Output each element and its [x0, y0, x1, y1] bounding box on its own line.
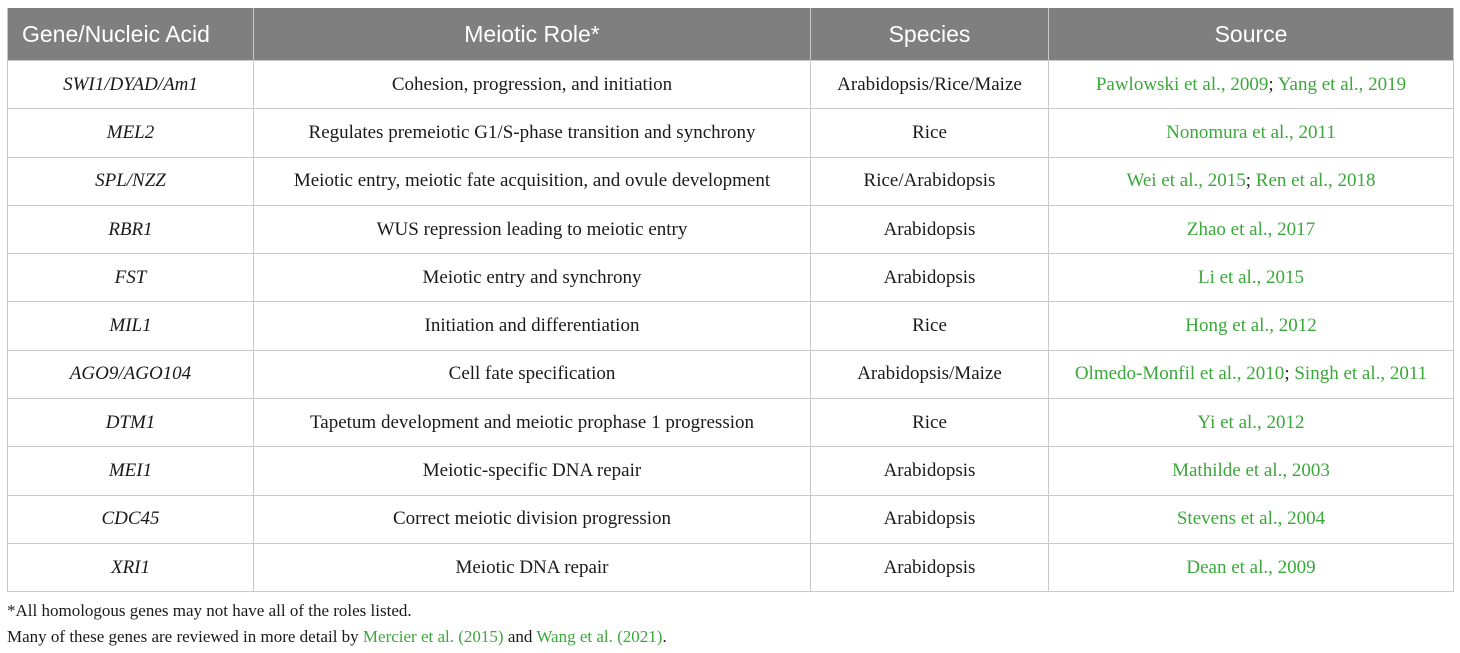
source-cell: [1049, 543, 1454, 591]
table-row: [8, 543, 1454, 591]
citation-separator: ;: [1268, 73, 1278, 95]
source-cell: [1049, 61, 1454, 109]
table-row: [8, 157, 1454, 205]
header-gene: Gene/Nucleic Acid: [8, 8, 254, 61]
header-source: Source: [1049, 8, 1454, 61]
header-meiotic-role: Meiotic Role*: [254, 8, 811, 61]
table-row: [8, 350, 1454, 398]
footnote-reviews-suffix: .: [662, 627, 667, 646]
species-cell: Arabidopsis: [811, 205, 1049, 253]
source-cell: [1049, 109, 1454, 157]
gene-cell: AGO9/AGO104: [8, 350, 254, 398]
table-footnotes: [7, 598, 667, 650]
species-cell: Arabidopsis/Rice/Maize: [811, 61, 1049, 109]
species-cell: Rice/Arabidopsis: [811, 157, 1049, 205]
meiotic-role-cell: Meiotic entry and synchrony: [254, 254, 811, 302]
footnote-roles: *All homologous genes may not have all of the roles listed.: [7, 601, 412, 620]
table-row: [8, 399, 1454, 447]
citation-link[interactable]: Yi et al., 2012: [1197, 411, 1305, 433]
source-cell: [1049, 399, 1454, 447]
gene-cell: XRI1: [8, 543, 254, 591]
citation-link-mercier[interactable]: Mercier et al. (2015): [362, 627, 504, 646]
source-cell: [1049, 447, 1454, 495]
table-row: [8, 254, 1454, 302]
citation-link[interactable]: Olmedo-Monfil et al., 2010: [1074, 363, 1285, 385]
header-species: Species: [811, 8, 1049, 61]
gene-cell: MEI1: [8, 447, 254, 495]
table-row: [8, 447, 1454, 495]
source-cell: [1049, 495, 1454, 543]
gene-cell: SWI1/DYAD/Am1: [8, 61, 254, 109]
citation-link[interactable]: Wei et al., 2015: [1126, 170, 1246, 192]
source-cell: [1049, 302, 1454, 350]
footnote-reviews-prefix: Many of these genes are reviewed in more detail by: [7, 627, 363, 646]
meiotic-role-cell: Tapetum development and meiotic prophase 1 progression: [254, 399, 811, 447]
table-body: [8, 61, 1454, 592]
table-header-row: [8, 8, 1454, 61]
citation-link[interactable]: Mathilde et al., 2003: [1172, 460, 1330, 482]
species-cell: Arabidopsis: [811, 447, 1049, 495]
gene-cell: DTM1: [8, 399, 254, 447]
table-row: [8, 495, 1454, 543]
meiosis-genes-table: [7, 8, 1454, 592]
species-cell: Arabidopsis: [811, 495, 1049, 543]
gene-cell: FST: [8, 254, 254, 302]
species-cell: Arabidopsis: [811, 254, 1049, 302]
meiotic-role-cell: Correct meiotic division progression: [254, 495, 811, 543]
source-cell: [1049, 254, 1454, 302]
citation-link[interactable]: Dean et al., 2009: [1186, 556, 1316, 578]
gene-cell: RBR1: [8, 205, 254, 253]
meiotic-role-cell: Meiotic entry, meiotic fate acquisition, and ovule development: [254, 157, 811, 205]
citation-link[interactable]: Yang et al., 2019: [1277, 73, 1407, 95]
source-cell: [1049, 205, 1454, 253]
meiotic-role-cell: Meiotic-specific DNA repair: [254, 447, 811, 495]
meiotic-role-cell: WUS repression leading to meiotic entry: [254, 205, 811, 253]
table-row: [8, 302, 1454, 350]
meiotic-role-cell: Cohesion, progression, and initiation: [254, 61, 811, 109]
gene-cell: MIL1: [8, 302, 254, 350]
citation-link[interactable]: Pawlowski et al., 2009: [1095, 73, 1269, 95]
species-cell: Rice: [811, 399, 1049, 447]
citation-link[interactable]: Singh et al., 2011: [1294, 363, 1428, 385]
citation-separator: ;: [1245, 170, 1256, 192]
table-row: [8, 61, 1454, 109]
table-row: [8, 109, 1454, 157]
table-row: [8, 205, 1454, 253]
citation-link[interactable]: Zhao et al., 2017: [1186, 218, 1316, 240]
source-cell: [1049, 350, 1454, 398]
species-cell: Rice: [811, 302, 1049, 350]
citation-link[interactable]: Li et al., 2015: [1197, 266, 1305, 288]
species-cell: Arabidopsis/Maize: [811, 350, 1049, 398]
gene-cell: CDC45: [8, 495, 254, 543]
species-cell: Arabidopsis: [811, 543, 1049, 591]
gene-cell: SPL/NZZ: [8, 157, 254, 205]
meiotic-role-cell: Initiation and differentiation: [254, 302, 811, 350]
species-cell: Rice: [811, 109, 1049, 157]
citation-link-wang[interactable]: Wang et al. (2021): [536, 627, 663, 646]
citation-link[interactable]: Ren et al., 2018: [1255, 170, 1376, 192]
table-container: [7, 8, 1453, 592]
citation-separator: ;: [1284, 363, 1295, 385]
footnote-reviews: [7, 624, 667, 650]
citation-link[interactable]: Nonomura et al., 2011: [1166, 121, 1336, 143]
gene-cell: MEL2: [8, 109, 254, 157]
citation-link[interactable]: Stevens et al., 2004: [1176, 508, 1326, 530]
meiotic-role-cell: Regulates premeiotic G1/S-phase transition and synchrony: [254, 109, 811, 157]
citation-link[interactable]: Hong et al., 2012: [1185, 315, 1317, 337]
meiotic-role-cell: Meiotic DNA repair: [254, 543, 811, 591]
source-cell: [1049, 157, 1454, 205]
meiotic-role-cell: Cell fate specification: [254, 350, 811, 398]
footnote-reviews-mid: and: [503, 627, 537, 646]
